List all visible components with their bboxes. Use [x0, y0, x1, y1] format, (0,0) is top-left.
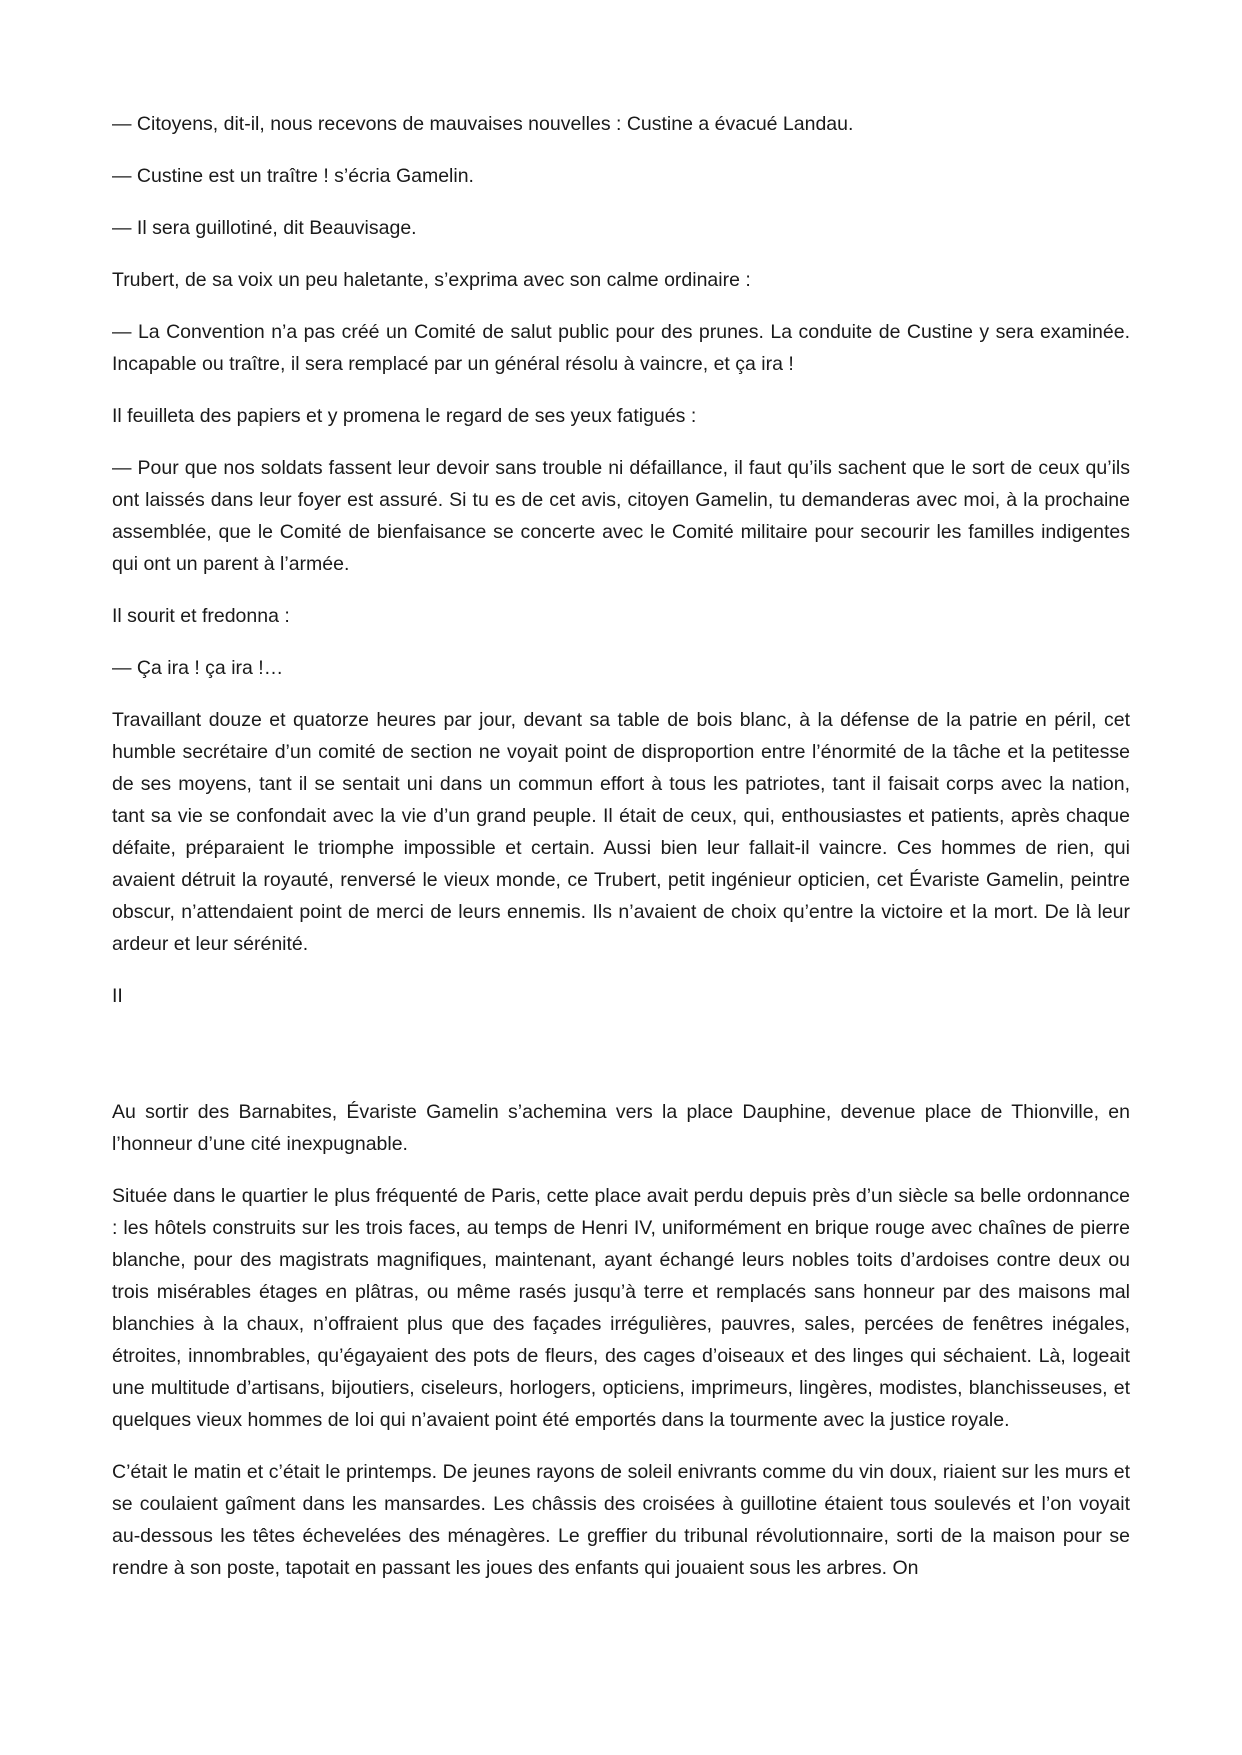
- document-page: [112, 108, 1130, 1604]
- paragraph-narration-5: Au sortir des Barnabites, Évariste Gamelin s’achemina vers la place Dauphine, devenue place de Thionville, en l’honneur d’une cité inexpugnable.: [112, 1101, 1130, 1155]
- chapter-heading: II: [112, 985, 123, 1007]
- paragraph-dialogue-2: — Custine est un traître ! s’écria Gamelin.: [112, 165, 474, 187]
- paragraph-narration-4: Travaillant douze et quatorze heures par jour, devant sa table de bois blanc, à la défense de la patrie en péril, cet humble secrétaire d’un comité de section ne voyait point de disproportion entre l’énormité de la tâche et la petitesse de ses moyens, tant il se sentait uni dans un commun effort à tous les patriotes, tant il faisait corps avec la nation, tant sa vie se confondait avec la vie d’un grand peuple. Il était de ceux, qui, enthousiastes et patients, après chaque défaite, préparaient le triomphe impossible et certain. Aussi bien leur fallait-il vaincre. Ces hommes de rien, qui avaient détruit la royauté, renversé le vieux monde, ce Trubert, petit ingénieur opticien, cet Évariste Gamelin, peintre obscur, n’attendaient point de merci de leurs ennemis. Ils n’avaient de choix qu’entre la victoire et la mort. De là leur ardeur et leur sérénité.: [112, 709, 1130, 955]
- paragraph-narration-3: Il sourit et fredonna :: [112, 605, 290, 627]
- paragraph-dialogue-5: — Pour que nos soldats fassent leur devoir sans trouble ni défaillance, il faut qu’ils sachent que le sort de ceux qu’ils ont laissés dans leur foyer est assuré. Si tu es de cet avis, citoyen Gamelin, tu demanderas avec moi, à la prochaine assemblée, que le Comité de bienfaisance se concerte avec le Comité militaire pour secourir les familles indigentes qui ont un parent à l’armée.: [112, 457, 1130, 575]
- paragraph-narration-6: Située dans le quartier le plus fréquenté de Paris, cette place avait perdu depuis près d’un siècle sa belle ordonnance : les hôtels construits sur les trois faces, au temps de Henri IV, uniformément en brique rouge avec chaînes de pierre blanche, pour des magistrats magnifiques, maintenant, ayant échangé leurs nobles toits d’ardoises contre deux ou trois misérables étages en plâtras, ou même rasés jusqu’à terre et remplacés sans honneur par des maisons mal blanchies à la chaux, n’offraient plus que des façades irrégulières, pauvres, sales, percées de fenêtres inégales, étroites, innombrables, qu’égayaient des pots de fleurs, des cages d’oiseaux et des linges qui séchaient. Là, logeait une multitude d’artisans, bijoutiers, ciseleurs, horlogers, opticiens, imprimeurs, lingères, modistes, blanchisseuses, et quelques vieux hommes de loi qui n’avaient point été emportés dans la tourmente avec la justice royale.: [112, 1185, 1130, 1431]
- paragraph-dialogue-1: — Citoyens, dit-il, nous recevons de mauvaises nouvelles : Custine a évacué Landau.: [112, 113, 854, 135]
- paragraph-narration-2: Il feuilleta des papiers et y promena le regard de ses yeux fatigués :: [112, 405, 697, 427]
- paragraph-dialogue-4: — La Convention n’a pas créé un Comité de salut public pour des prunes. La conduite de Custine y sera examinée. Incapable ou traître, il sera remplacé par un général résolu à vaincre, et ça ira !: [112, 321, 1130, 375]
- paragraph-dialogue-3: — Il sera guillotiné, dit Beauvisage.: [112, 217, 417, 239]
- paragraph-narration-7: C’était le matin et c’était le printemps. De jeunes rayons de soleil enivrants comme du vin doux, riaient sur les murs et se coulaient gaîment dans les mansardes. Les châssis des croisées à guillotine étaient tous soulevés et l’on voyait au-dessous les têtes échevelées des ménagères. Le greffier du tribunal révolutionnaire, sorti de la maison pour se rendre à son poste, tapotait en passant les joues des enfants qui jouaient sous les arbres. On: [112, 1461, 1130, 1579]
- paragraph-dialogue-6: — Ça ira ! ça ira !…: [112, 657, 284, 679]
- paragraph-narration-1: Trubert, de sa voix un peu haletante, s’exprima avec son calme ordinaire :: [112, 269, 751, 291]
